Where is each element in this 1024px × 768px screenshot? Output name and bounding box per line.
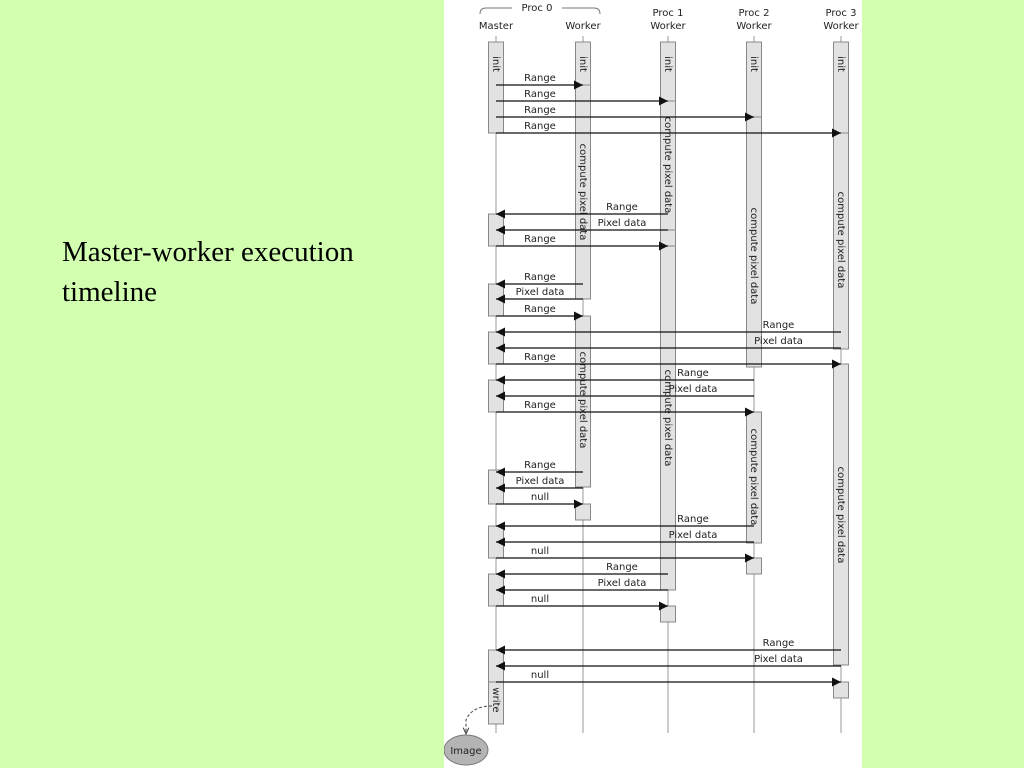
activation-label-w0-12: compute pixel data	[577, 351, 588, 449]
activation-label-w1-26: compute pixel data	[662, 369, 673, 467]
activation-w2-20	[747, 558, 762, 574]
message-label-16: Range	[524, 460, 556, 471]
activation-label-w2-16: compute pixel data	[748, 428, 759, 526]
message-label-19: Range	[677, 514, 709, 525]
message-label-2: Range	[524, 105, 556, 116]
message-label-26: Pixel data	[754, 654, 803, 665]
message-label-17: Pixel data	[515, 476, 565, 487]
sequence-diagram	[444, 0, 862, 768]
activation-label-w3-8: compute pixel data	[835, 191, 846, 289]
message-label-10: Range	[762, 320, 795, 331]
message-label-9: Range	[524, 304, 556, 315]
message-label-7: Range	[524, 272, 556, 283]
message-label-13: Range	[677, 368, 709, 379]
lane-header-w1-proc: Proc 1	[652, 8, 684, 19]
message-label-1: Range	[524, 89, 556, 100]
message-label-21: null	[530, 546, 550, 557]
message-label-11: Pixel data	[754, 336, 803, 347]
activation-label-w3-4: init	[835, 56, 846, 72]
activation-label-master-0: init	[490, 56, 501, 72]
slide-title: Master-worker execution timeline	[62, 236, 354, 308]
message-label-20: Pixel data	[668, 530, 718, 541]
activation-w1-26	[661, 230, 676, 246]
message-label-27: null	[530, 670, 550, 681]
lane-header-w3: Worker	[823, 21, 859, 32]
message-label-0: Range	[524, 73, 556, 84]
activation-label-w3-14: compute pixel data	[835, 466, 846, 564]
activation-w2-3	[747, 42, 762, 117]
lane-header-w2-proc: Proc 2	[738, 8, 770, 19]
message-label-4: Range	[606, 202, 638, 213]
activation-master-17	[489, 470, 504, 504]
message-label-5: Pixel data	[597, 218, 647, 229]
activation-master-11	[489, 284, 504, 316]
message-label-18: null	[530, 492, 550, 503]
message-label-23: Pixel data	[597, 578, 647, 589]
lane-header-w3-proc: Proc 3	[825, 8, 857, 19]
message-label-12: Range	[524, 352, 556, 363]
activation-label-w1-6: compute pixel data	[662, 116, 673, 214]
message-label-25: Range	[762, 638, 795, 649]
proc0-group-label: Proc 0	[521, 3, 553, 14]
lane-header-w2: Worker	[736, 21, 772, 32]
message-label-22: Range	[606, 562, 638, 573]
lane-header-w1: Worker	[650, 21, 686, 32]
message-label-15: Range	[524, 400, 556, 411]
activation-w0-18	[576, 504, 591, 520]
image-node-label: Image	[450, 746, 482, 757]
lane-header-w0: Worker	[565, 21, 601, 32]
lane-header-master: Master	[478, 21, 514, 32]
message-label-14: Pixel data	[668, 384, 718, 395]
activation-label-w0-5: compute pixel data	[577, 143, 588, 241]
activation-label-w2-7: compute pixel data	[748, 207, 759, 305]
sequence-diagram-panel	[444, 0, 862, 768]
message-label-8: Pixel data	[515, 287, 565, 298]
activation-label-w2-3: init	[748, 56, 759, 72]
message-label-6: Range	[524, 234, 556, 245]
activation-w1-22	[661, 606, 676, 622]
activation-w3-24	[834, 682, 849, 698]
message-label-3: Range	[524, 121, 556, 132]
message-label-24: null	[530, 594, 550, 605]
activation-label-master-25: write	[490, 687, 501, 713]
activation-label-w1-2: init	[662, 56, 673, 72]
activation-label-w0-1: init	[577, 56, 588, 72]
